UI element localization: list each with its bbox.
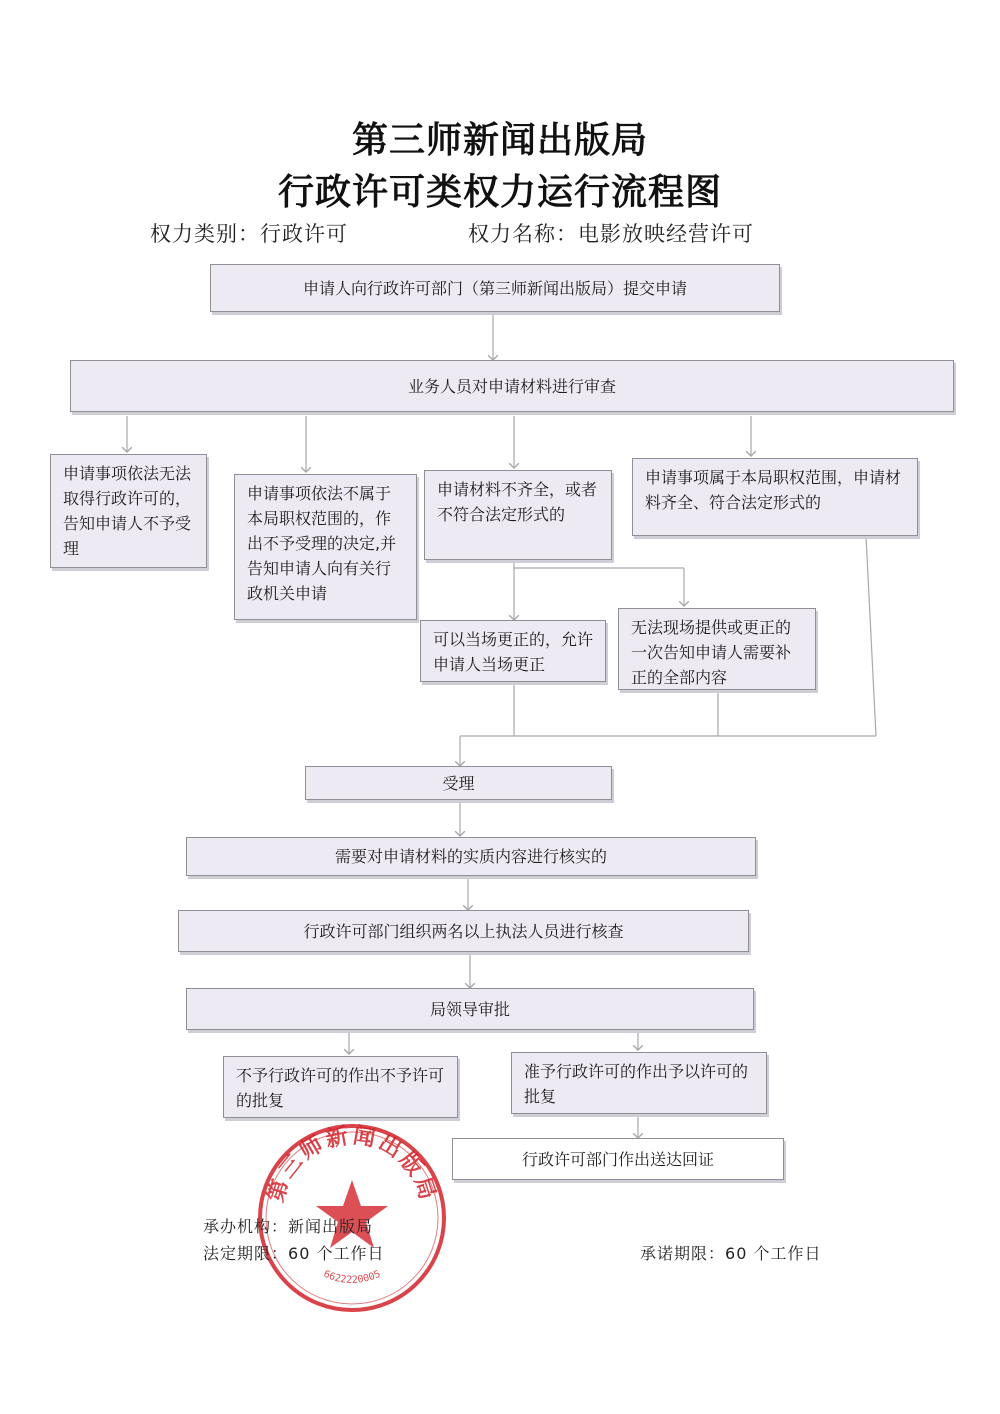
title-line-2: 行政许可类权力运行流程图 — [277, 171, 722, 213]
footer-promised-deadline-label: 承诺期限： — [640, 1244, 726, 1263]
footer-legal-deadline-value: 60 个工作日 — [288, 1244, 385, 1263]
footer-organization-value: 新闻出版局 — [288, 1217, 374, 1236]
power-category-label: 权力类别： — [150, 222, 260, 246]
title-line-1: 第三师新闻出版局 — [351, 119, 648, 161]
step-apply: 申请人向行政许可部门（第三师新闻出版局）提交申请 — [210, 264, 780, 312]
fix-notify: 无法现场提供或更正的一次告知申请人需要补正的全部内容 — [618, 608, 816, 690]
step-verify-need: 需要对申请材料的实质内容进行核实的 — [186, 837, 756, 876]
footer-legal-deadline-label: 法定期限： — [203, 1244, 289, 1263]
branch-not-obtainable: 申请事项依法无法取得行政许可的，告知申请人不予受理 — [50, 454, 207, 568]
step-accept: 受理 — [305, 766, 612, 800]
step-receipt: 行政许可部门作出送达回证 — [452, 1138, 784, 1180]
branch-not-in-scope: 申请事项依法不属于本局职权范围的，作出不予受理的决定,并告知申请人向有关行政机关申请 — [234, 474, 417, 620]
footer-promised-deadline-value: 60 个工作日 — [725, 1244, 822, 1263]
power-category-value: 行政许可 — [260, 222, 348, 246]
power-name-value: 电影放映经营许可 — [578, 222, 754, 246]
result-approve: 准予行政许可的作出予以许可的批复 — [511, 1052, 767, 1114]
power-name-label: 权力名称： — [468, 222, 578, 246]
footer-legal-deadline — [203, 1241, 384, 1264]
svg-text:6622220005: 6622220005 — [321, 1268, 383, 1287]
svg-text:第三师新闻出版局: 第三师新闻出版局 — [263, 1123, 441, 1206]
line-complete-merge — [866, 536, 876, 736]
footer-organization-label: 承办机构： — [203, 1217, 289, 1236]
step-leader-approval: 局领导审批 — [186, 988, 754, 1030]
footer-promised-deadline — [640, 1241, 821, 1264]
fix-on-site: 可以当场更正的，允许申请人当场更正 — [420, 620, 606, 682]
branch-incomplete: 申请材料不齐全，或者不符合法定形式的 — [424, 470, 612, 560]
step-review: 业务人员对申请材料进行审查 — [70, 360, 954, 412]
footer-organization — [203, 1214, 373, 1237]
result-deny: 不予行政许可的作出不予许可的批复 — [223, 1056, 458, 1118]
step-verify-do: 行政许可部门组织两名以上执法人员进行核查 — [178, 910, 749, 952]
branch-complete: 申请事项属于本局职权范围，申请材料齐全、符合法定形式的 — [632, 458, 918, 536]
